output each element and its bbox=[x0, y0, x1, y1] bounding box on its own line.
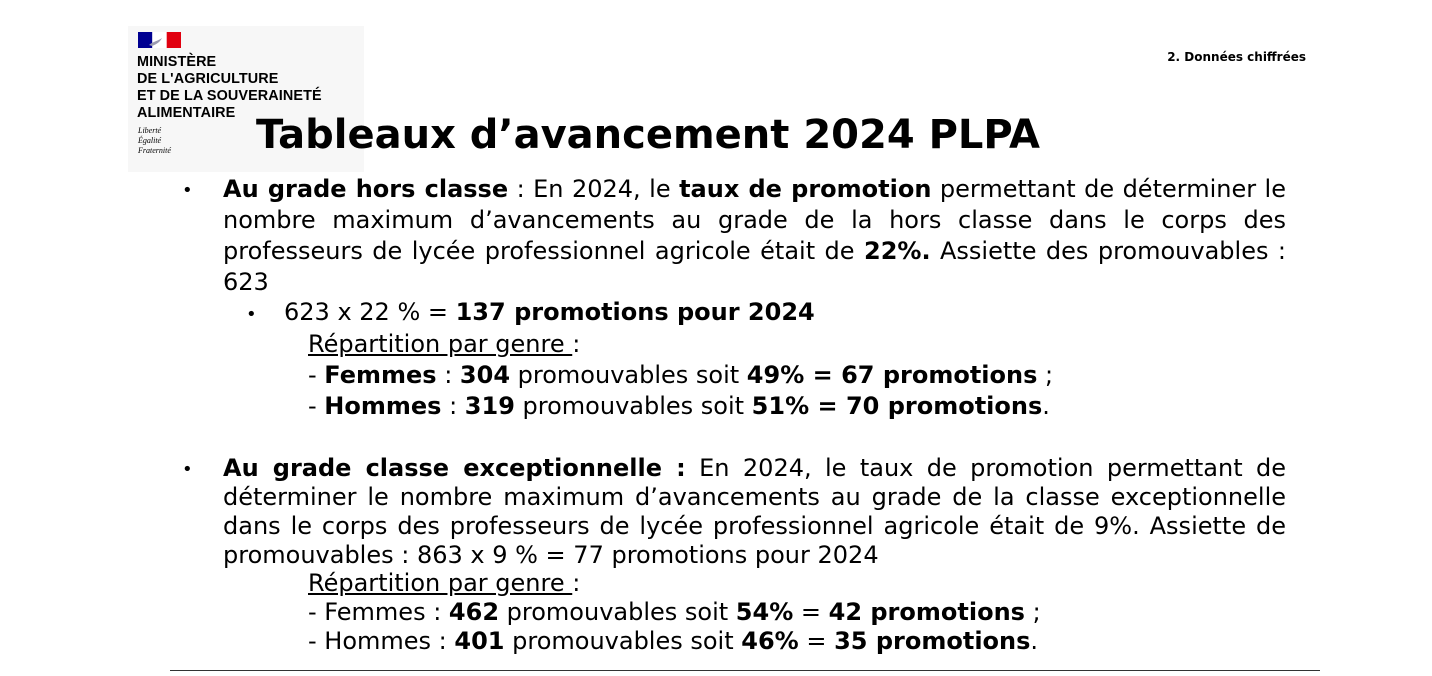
ministry-line-2: DE L'AGRICULTURE bbox=[137, 71, 279, 87]
women-count: 462 bbox=[448, 598, 500, 626]
mid-text: promouvables soit bbox=[510, 361, 747, 389]
men-label: Hommes bbox=[324, 392, 442, 420]
mid-text: promouvables soit bbox=[499, 598, 736, 626]
men-pct: 46% bbox=[741, 627, 799, 655]
sep: : bbox=[436, 361, 460, 389]
dash: - bbox=[308, 361, 325, 389]
women-label: Femmes bbox=[324, 361, 437, 389]
bottom-divider bbox=[170, 670, 1320, 671]
repartition-label-ce bbox=[308, 569, 580, 597]
intro-hors-classe: Au grade hors classe bbox=[223, 175, 509, 203]
intro-classe-exceptionnelle: Au grade classe exceptionnelle : bbox=[223, 454, 686, 482]
sep: : bbox=[441, 392, 465, 420]
dash: - bbox=[308, 392, 325, 420]
eq: = bbox=[793, 598, 829, 626]
men-line-hc bbox=[308, 392, 1050, 420]
taux-value: 22%. bbox=[864, 237, 931, 265]
repartition-colon: : bbox=[572, 330, 581, 358]
men-result: 51% = 70 promotions bbox=[751, 392, 1043, 420]
ministry-line-1: MINISTÈRE bbox=[137, 54, 217, 70]
women-pct: 54% bbox=[735, 598, 794, 626]
marianne-flag-icon bbox=[138, 32, 181, 48]
flag-red-band bbox=[167, 32, 181, 48]
page-title: Tableaux d’avancement 2024 PLPA bbox=[256, 112, 1040, 158]
women-result: 49% = 67 promotions bbox=[746, 361, 1038, 389]
mid-text: promouvables soit bbox=[504, 627, 742, 655]
mid-text: promouvables soit bbox=[514, 392, 752, 420]
women-line-ce bbox=[308, 598, 1041, 626]
motto-liberte: Liberté bbox=[138, 126, 162, 135]
bullet-hors-classe: • bbox=[182, 180, 193, 201]
end-text: ; bbox=[1037, 361, 1054, 389]
repartition-text: Répartition par genre bbox=[308, 569, 573, 597]
republic-motto bbox=[138, 126, 171, 156]
eq: = bbox=[798, 627, 835, 655]
men-result: 35 promotions bbox=[834, 627, 1031, 655]
end-text: . bbox=[1042, 392, 1050, 420]
section-label: 2. Données chiffrées bbox=[1167, 50, 1306, 64]
repartition-text: Répartition par genre bbox=[308, 330, 573, 358]
taux-promotion-label: taux de promotion bbox=[679, 175, 932, 203]
bullet-classe-exceptionnelle: • bbox=[182, 459, 193, 480]
paragraph-hors-classe bbox=[223, 174, 1286, 298]
ministry-line-3: ET DE LA SOUVERAINETÉ bbox=[137, 88, 322, 104]
repartition-colon: : bbox=[572, 569, 581, 597]
text-segment: : En 2024, le bbox=[508, 175, 680, 203]
flag-blue-band bbox=[138, 32, 152, 48]
calc-text: 623 x 22 % = bbox=[284, 298, 456, 326]
women-line-hc bbox=[308, 361, 1053, 389]
men-count: 319 bbox=[464, 392, 515, 420]
women-prefix: - Femmes : bbox=[308, 598, 449, 626]
calc-line-hors-classe bbox=[284, 298, 815, 326]
calc-result: 137 promotions pour 2024 bbox=[455, 298, 815, 326]
end-text: ; bbox=[1024, 598, 1041, 626]
ministry-line-4: ALIMENTAIRE bbox=[137, 105, 236, 121]
bullet-calc: • bbox=[246, 304, 257, 325]
paragraph-classe-exceptionnelle bbox=[223, 454, 1286, 570]
end-text: . bbox=[1030, 627, 1039, 655]
motto-fraternite: Fraternité bbox=[138, 146, 171, 155]
men-prefix: - Hommes : bbox=[308, 627, 455, 655]
text-segment: permettant de déterminer le nombre maximum d’avancements au grade de la hors classe dans le corps des professeurs de lycée professionnel agricole était de bbox=[223, 175, 1286, 265]
text-segment: Assiette des promouvables : 623 bbox=[223, 237, 1286, 296]
motto-egalite: Égalité bbox=[138, 136, 162, 145]
repartition-label-hc bbox=[308, 330, 580, 358]
women-count: 304 bbox=[459, 361, 511, 389]
text-segment: En 2024, le taux de promotion permettant de déterminer le nombre maximum d’avancements au grade de la classe exceptionnelle dans le corps des professeurs de lycée professionnel agricole était de 9%. Assiette de promouvables : 863 x 9 % = 77 promotions pour 2024 bbox=[223, 454, 1286, 569]
women-result: 42 promotions bbox=[828, 598, 1025, 626]
men-line-ce bbox=[308, 627, 1038, 655]
men-count: 401 bbox=[454, 627, 505, 655]
